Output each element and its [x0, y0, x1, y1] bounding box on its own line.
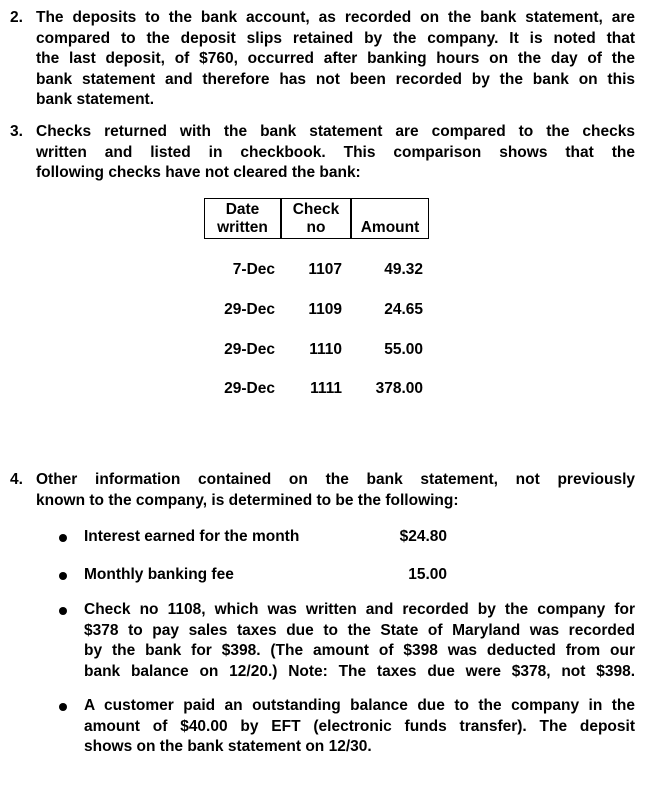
row-check-no: 1107	[308, 261, 342, 278]
bullet-dot	[59, 607, 67, 615]
item-3-number: 3.	[10, 123, 23, 140]
item-4-number: 4.	[10, 471, 23, 488]
bullet-dot	[59, 572, 67, 580]
row-date: 29-Dec	[224, 341, 275, 358]
eft-line: A customer paid an outstanding balance due to the company in the	[84, 697, 635, 714]
item-2-line: the last deposit, of $760, occurred after banking hours on the day of the	[36, 50, 635, 68]
check-1108-line: bank balance on 12/20.) Note: The taxes due were $378, not $398.	[84, 662, 635, 680]
eft-line: shows on the bank statement on 12/30.	[84, 738, 372, 756]
eft-text	[84, 696, 635, 758]
header-date-line1: Date	[225, 201, 260, 218]
fee-value: 15.00	[408, 566, 447, 583]
item-4-line: known to the company, is determined to be the following:	[36, 491, 459, 509]
item-2-line: bank statement.	[36, 91, 155, 109]
item-2-text	[36, 8, 635, 111]
eft-line: amount of $40.00 by EFT (electronic funds transfer). The deposit	[84, 717, 635, 735]
row-date: 7-Dec	[232, 261, 275, 278]
row-date: 29-Dec	[224, 380, 275, 397]
header-date-line2: written	[217, 219, 268, 236]
row-amount: 49.32	[384, 261, 423, 278]
row-amount: 378.00	[375, 380, 423, 397]
item-2	[10, 8, 635, 111]
item-2-line: bank statement and therefore has not been recorded by the bank on this	[36, 70, 635, 88]
item-2-line: compared to the deposit slips retained by the company. It is noted that	[36, 29, 635, 47]
item-2-number: 2.	[10, 9, 23, 26]
interest-value: $24.80	[399, 528, 447, 545]
item-3	[10, 122, 635, 184]
item-3-text	[36, 122, 635, 184]
item-4-text	[36, 470, 635, 511]
item-3-line: written and listed in checkbook. This comparison shows that the	[36, 143, 635, 161]
header-amount	[351, 198, 429, 239]
header-amount-label: Amount	[360, 219, 420, 236]
bullet-dot	[59, 703, 67, 711]
item-4-line: Other information contained on the bank statement, not previously	[36, 471, 635, 488]
item-3-line: following checks have not cleared the bank:	[36, 164, 361, 182]
row-check-no: 1110	[309, 341, 342, 358]
row-amount: 55.00	[384, 341, 423, 358]
check-1108-line: Check no 1108, which was written and recorded by the company for	[84, 601, 635, 618]
check-1108-text	[84, 600, 635, 682]
check-1108-line: by the bank for $398. (The amount of $398 was deducted from our	[84, 642, 635, 660]
row-date: 29-Dec	[224, 301, 275, 318]
header-check-line1: Check	[292, 201, 340, 218]
check-1108-line: $378 to pay sales taxes due to the State of Maryland was recorded	[84, 621, 635, 639]
header-check-line2: no	[306, 219, 326, 236]
row-check-no: 1111	[310, 380, 342, 397]
interest-label: Interest earned for the month	[84, 528, 300, 545]
row-check-no: 1109	[308, 301, 342, 318]
row-amount: 24.65	[384, 301, 423, 318]
header-check-no	[281, 198, 351, 239]
item-2-line: The deposits to the bank account, as recorded on the bank statement, are	[36, 9, 635, 26]
header-date-written	[204, 198, 281, 239]
bullet-dot	[59, 534, 67, 542]
item-3-line: Checks returned with the bank statement are compared to the checks	[36, 123, 635, 140]
item-4	[10, 470, 635, 511]
fee-label: Monthly banking fee	[84, 566, 234, 583]
